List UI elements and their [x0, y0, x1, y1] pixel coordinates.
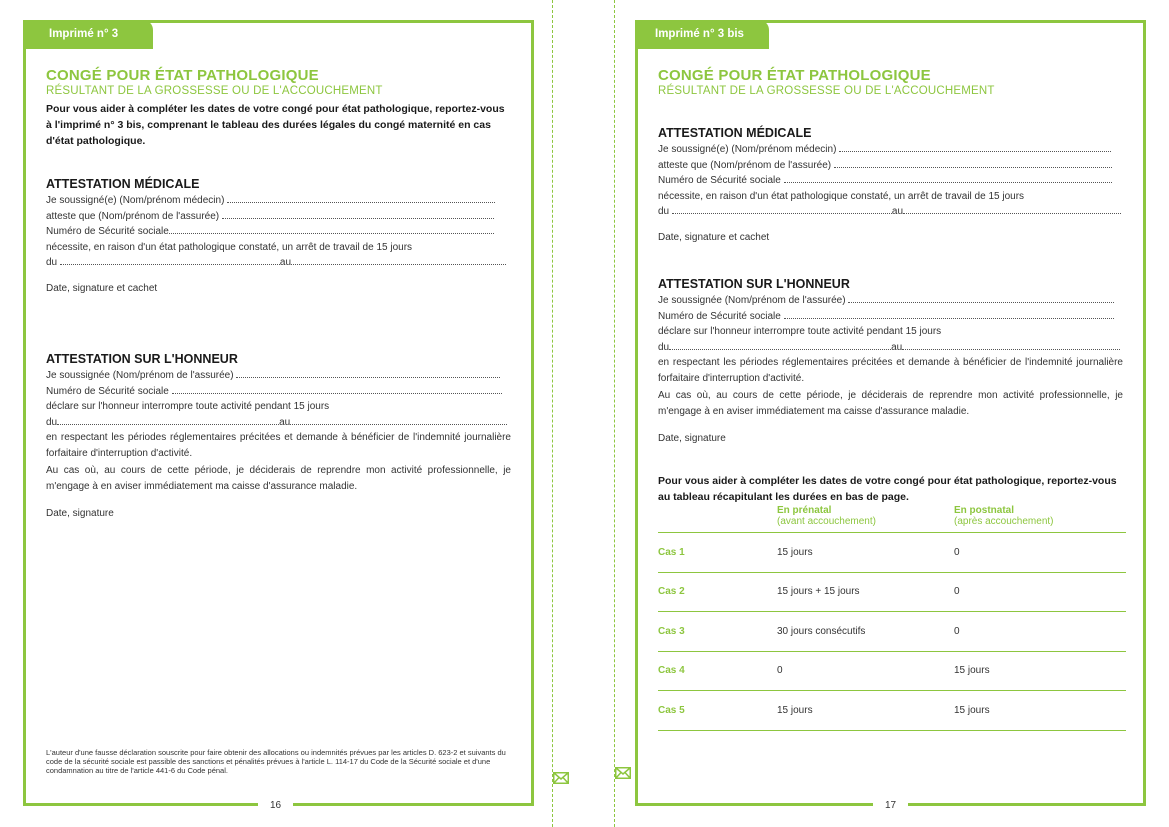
- section-heading: ATTESTATION MÉDICALE: [658, 126, 812, 140]
- case-label: Cas 1: [658, 533, 777, 573]
- prenatal-value: 0: [777, 651, 954, 691]
- ssn-field[interactable]: Numéro de Sécurité sociale: [46, 384, 511, 400]
- postnatal-value: 0: [954, 572, 1126, 612]
- fold-line-left: [552, 0, 553, 827]
- prenatal-value: 15 jours + 15 jours: [777, 572, 954, 612]
- prenatal-value: 30 jours consécutifs: [777, 612, 954, 652]
- signature-label: Date, signature: [658, 433, 726, 444]
- insured-name-field[interactable]: Je soussignée (Nom/prénom de l'assurée): [46, 368, 511, 384]
- honor-attestation: [46, 352, 511, 519]
- medical-attestation: [658, 126, 1123, 243]
- form-page-left: [23, 20, 534, 811]
- doctor-name-field[interactable]: Je soussigné(e) (Nom/prénom médecin): [658, 142, 1123, 158]
- table-header-postnatal: En postnatal (après accouchement): [954, 505, 1054, 527]
- table-row: [658, 691, 1126, 731]
- case-label: Cas 3: [658, 612, 777, 652]
- table-intro-text: Pour vous aider à compléter les dates de votre congé pour état pathologique, reportez-vous au tableau récapitulant les durées en bas de page.: [658, 475, 1117, 503]
- date-range-field[interactable]: du au: [46, 255, 511, 271]
- postnatal-value: 15 jours: [954, 691, 1126, 731]
- ssn-field[interactable]: Numéro de Sécurité sociale: [658, 173, 1123, 189]
- date-range-field[interactable]: du au: [46, 415, 511, 431]
- commitment-paragraph: Au cas où, au cours de cette période, je déciderais de reprendre mon activité professionnelle, je m'engage à en aviser immédiatement ma caisse d'assurance maladie.: [46, 465, 511, 492]
- insured-name-field[interactable]: Je soussignée (Nom/prénom de l'assurée): [658, 293, 1123, 309]
- duration-table: [658, 505, 1126, 731]
- honor-attestation: [658, 277, 1123, 444]
- header-block: [658, 67, 1123, 97]
- envelope-icon: [553, 772, 569, 784]
- page-title: CONGÉ POUR ÉTAT PATHOLOGIQUE: [46, 67, 319, 84]
- case-label: Cas 5: [658, 691, 777, 731]
- signature-label: Date, signature: [46, 508, 114, 519]
- envelope-icon: [615, 767, 631, 779]
- page-subtitle: RÉSULTANT DE LA GROSSESSE OU DE L'ACCOUCHEMENT: [658, 85, 995, 97]
- page-subtitle: RÉSULTANT DE LA GROSSESSE OU DE L'ACCOUCHEMENT: [46, 85, 383, 97]
- indemnity-paragraph: en respectant les périodes réglementaires précitées et demande à bénéficier de l'indemnité journalière forfaitaire d'interruption d'activité.: [46, 432, 511, 459]
- ssn-field[interactable]: Numéro de Sécurité sociale: [46, 224, 511, 240]
- prenatal-value: 15 jours: [777, 691, 954, 731]
- page-title: CONGÉ POUR ÉTAT PATHOLOGIQUE: [658, 67, 931, 84]
- section-heading: ATTESTATION SUR L'HONNEUR: [46, 352, 238, 366]
- legal-footnote: L'auteur d'une fausse déclaration souscrite pour faire obtenir des allocations ou indemnités prévues par les articles D. 623-2 et suivants du code de la sécurité sociale est passible des sanctions et pénalités prévues à l'article L. 114-17 du Code de la Sécurité sociale et d'une condamnation au titre de l'article 441-6 du Code pénal.: [46, 748, 506, 775]
- commitment-paragraph: Au cas où, au cours de cette période, je déciderais de reprendre mon activité professionnelle, je m'engage à en aviser immédiatement ma caisse d'assurance maladie.: [658, 390, 1123, 417]
- postnatal-value: 0: [954, 533, 1126, 573]
- date-range-field[interactable]: du au: [658, 340, 1123, 356]
- stop-duration-text: déclare sur l'honneur interrompre toute activité pendant 15 jours: [658, 326, 942, 337]
- prenatal-value: 15 jours: [777, 533, 954, 573]
- section-heading: ATTESTATION MÉDICALE: [46, 177, 200, 191]
- section-heading: ATTESTATION SUR L'HONNEUR: [658, 277, 850, 291]
- stop-duration-text: déclare sur l'honneur interrompre toute activité pendant 15 jours: [46, 401, 330, 412]
- date-range-field[interactable]: du au: [658, 204, 1123, 220]
- header-block: [46, 67, 511, 149]
- signature-label: Date, signature et cachet: [46, 282, 158, 294]
- stop-duration-text: nécessite, en raison d'un état pathologique constaté, un arrêt de travail de 15 jours: [658, 190, 1025, 202]
- table-row: [658, 651, 1126, 691]
- postnatal-value: 0: [954, 612, 1126, 652]
- doctor-name-field[interactable]: Je soussigné(e) (Nom/prénom médecin): [46, 193, 511, 209]
- table-row: [658, 533, 1126, 573]
- page-number: 17: [873, 800, 908, 811]
- postnatal-value: 15 jours: [954, 651, 1126, 691]
- ssn-field[interactable]: Numéro de Sécurité sociale: [658, 309, 1123, 325]
- table-header-row: [658, 505, 1126, 533]
- fold-line-right: [614, 0, 615, 827]
- indemnity-paragraph: en respectant les périodes réglementaires précitées et demande à bénéficier de l'indemnité journalière forfaitaire d'interruption d'activité.: [658, 357, 1123, 384]
- form-page-right: [635, 20, 1146, 811]
- insured-name-field[interactable]: atteste que (Nom/prénom de l'assurée): [46, 209, 511, 225]
- form-number-tag: Imprimé n° 3 bis: [635, 20, 769, 49]
- case-label: Cas 2: [658, 572, 777, 612]
- stop-duration-text: nécessite, en raison d'un état pathologique constaté, un arrêt de travail de 15 jours: [46, 241, 413, 253]
- page-number: 16: [258, 800, 293, 811]
- intro-text: Pour vous aider à compléter les dates de votre congé pour état pathologique, reportez-vous à l'imprimé n° 3 bis, comprenant le tableau des durées légales du congé maternité en cas d'état pathologique.: [46, 103, 505, 147]
- form-number-tag: Imprimé n° 3: [23, 20, 153, 49]
- table-header-empty: [658, 505, 777, 533]
- signature-label: Date, signature et cachet: [658, 231, 770, 243]
- case-label: Cas 4: [658, 651, 777, 691]
- medical-attestation: [46, 177, 511, 294]
- table-row: [658, 612, 1126, 652]
- insured-name-field[interactable]: atteste que (Nom/prénom de l'assurée): [658, 158, 1123, 174]
- table-header-prenatal: En prénatal (avant accouchement): [777, 505, 876, 527]
- table-row: [658, 572, 1126, 612]
